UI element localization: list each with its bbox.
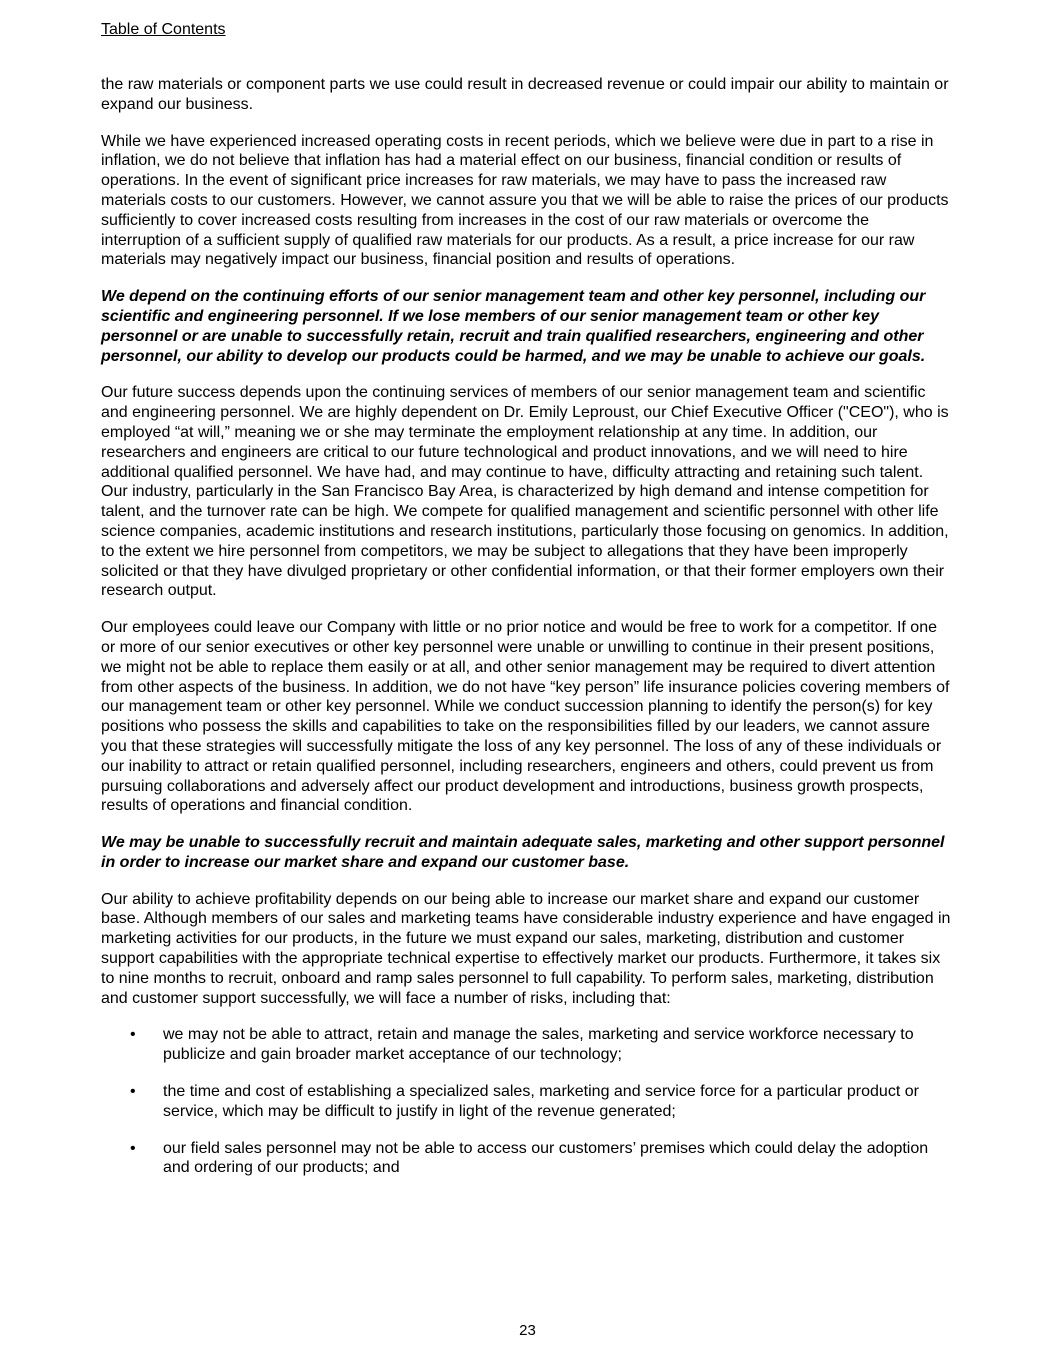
list-item <box>101 1025 953 1065</box>
document-body <box>101 75 953 1195</box>
list-item-text: we may not be able to attract, retain and manage the sales, marketing and service workforce necessary to publicize and gain broader market acceptance of our technology; <box>163 1026 914 1064</box>
list-item <box>101 1082 953 1122</box>
paragraph-profitability: Our ability to achieve profitability depends on our being able to increase our market share and expand our customer base. Although members of our sales and marketing teams have considerable industry experience and have engaged in marketing activities for our products, in the future we must expand our sales, marketing, distribution and customer support capabilities with the appropriate technical expertise to effectively market our products. Furthermore, it takes six to nine months to recruit, onboard and ramp sales personnel to full capability. To perform sales, marketing, distribution and customer support successfully, we will face a number of risks, including that: <box>101 890 951 1007</box>
page-number: 23 <box>519 1322 536 1339</box>
risk-bullet-list <box>101 1025 953 1178</box>
paragraph-employee-departure: Our employees could leave our Company with little or no prior notice and would be free to work for a competitor. If one or more of our senior executives or other key personnel were unable or unwilling to continue in their present positions, we might not be able to replace them easily or at all, and other senior management may be required to divert attention from other aspects of the business. In addition, we do not have “key person” life insurance policies covering members of our management team or other key personnel. While we conduct succession planning to identify the person(s) for key positions who possess the skills and capabilities to take on the responsibilities filled by our leaders, we cannot assure you that these strategies will successfully mitigate the loss of any key personnel. The loss of any of these individuals or our inability to attract or retain qualified personnel, including researchers, engineers and others, could prevent us from pursuing collaborations and adversely affect our product development and introductions, business growth prospects, results of operations and financial condition. <box>101 619 950 815</box>
list-item <box>101 1139 953 1179</box>
bullet-icon: • <box>130 1139 136 1157</box>
list-item-text: our field sales personnel may not be able to access our customers’ premises which could delay the adoption and ordering of our products; and <box>163 1139 929 1177</box>
risk-heading-key-personnel: We depend on the continuing efforts of our senior management team and other key personnel, including our scientific and engineering personnel. If we lose members of our senior management team or other key personnel or are unable to successfully retain, recruit and train qualified researchers, engineering and other personnel, our ability to develop our products could be harmed, and we may be unable to achieve our goals. <box>101 288 926 365</box>
list-item-text: the time and cost of establishing a specialized sales, marketing and service force for a particular product or service, which may be difficult to justify in light of the revenue generated; <box>163 1083 919 1120</box>
paragraph-inflation: While we have experienced increased operating costs in recent periods, which we believe were due in part to a rise in inflation, we do not believe that inflation has had a material effect on our business, financial condition or results of operations. In the event of significant price increases for raw materials, we may have to pass the increased raw materials costs to our customers. However, we cannot assure you that we will be able to raise the prices of our products sufficiently to cover increased costs resulting from increases in the cost of our raw materials or overcome the interruption of a sufficient supply of qualified raw materials for our products. As a result, a price increase for our raw materials may negatively impact our business, financial position and results of operations. <box>101 132 949 269</box>
paragraph-raw-materials-continued: the raw materials or component parts we use could result in decreased revenue or could impair our ability to maintain or expand our business. <box>101 76 949 113</box>
table-of-contents-link[interactable]: Table of Contents <box>101 21 226 38</box>
risk-heading-sales-marketing: We may be unable to successfully recruit and maintain adequate sales, marketing and other support personnel in order to increase our market share and expand our customer base. <box>101 834 945 871</box>
paragraph-future-success: Our future success depends upon the continuing services of members of our senior management team and scientific and engineering personnel. We are highly dependent on Dr. Emily Leproust, our Chief Executive Officer ("CEO"), who is employed “at will,” meaning we or she may terminate the employment relationship at any time. In addition, our researchers and engineers are critical to our future technological and product innovations, and we will need to hire additional qualified personnel. We have had, and may continue to have, difficulty attracting and retaining such talent. Our industry, particularly in the San Francisco Bay Area, is characterized by high demand and intense competition for talent, and the turnover rate can be high. We compete for qualified management and scientific personnel with other life science companies, academic institutions and research institutions, particularly those focusing on genomics. In addition, to the extent we hire personnel from competitors, we may be subject to allegations that they have been improperly solicited or that they have divulged proprietary or other confidential information, or that their former employers own their research output. <box>101 384 949 600</box>
bullet-icon: • <box>130 1026 136 1044</box>
bullet-icon: • <box>130 1083 136 1101</box>
